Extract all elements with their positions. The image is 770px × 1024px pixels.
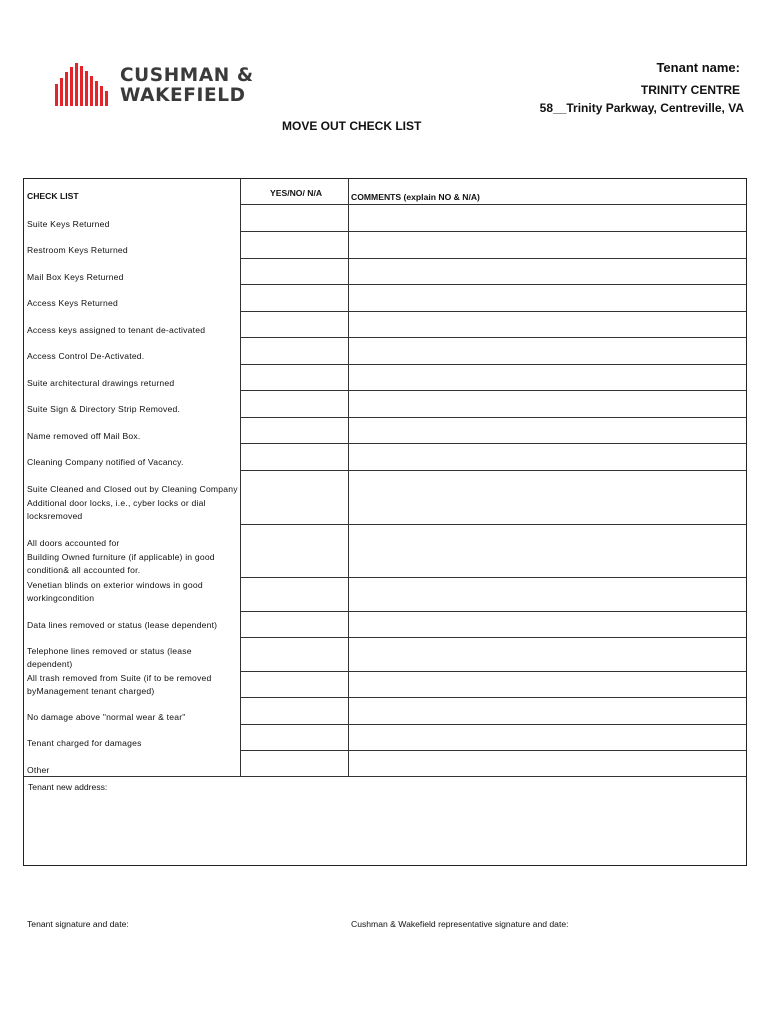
row-divider xyxy=(240,470,746,471)
representative-signature-label: Cushman & Wakefield representative signature and date: xyxy=(351,919,569,929)
row-divider xyxy=(240,724,746,725)
row-divider xyxy=(240,524,746,525)
tenant-signature-label: Tenant signature and date: xyxy=(27,919,129,929)
row-divider xyxy=(240,204,746,205)
checklist-item: Access keys assigned to tenant de-activated xyxy=(27,325,206,335)
checklist-item: Tenant charged for damages xyxy=(27,738,142,748)
row-divider xyxy=(240,390,746,391)
checklist-item: Cleaning Company notified of Vacancy. xyxy=(27,457,184,467)
checklist-item: Suite Sign & Directory Strip Removed. xyxy=(27,404,181,414)
row-divider xyxy=(240,284,746,285)
company-name-line1: CUSHMAN & xyxy=(120,65,254,86)
row-divider xyxy=(240,337,746,338)
tenant-name-label: Tenant name: xyxy=(656,60,740,75)
col-divider-2 xyxy=(348,179,349,776)
checklist-item: All trash removed from Suite (if to be removed byManagement tenant charged) xyxy=(27,673,212,696)
company-name xyxy=(120,66,254,106)
row-divider xyxy=(240,417,746,418)
row-divider xyxy=(240,231,746,232)
checklist-item: Suite Cleaned and Closed out by Cleaning Company xyxy=(27,484,238,494)
checklist-item: Mail Box Keys Returned xyxy=(27,272,124,282)
row-divider xyxy=(240,258,746,259)
column-header-checklist: CHECK LIST xyxy=(27,191,79,201)
company-name-line2: WAKEFIELD xyxy=(120,85,246,106)
checklist-item: All doors accounted for xyxy=(27,538,120,548)
building-bars-icon xyxy=(55,62,111,106)
row-divider xyxy=(240,364,746,365)
checklist-item: No damage above "normal wear & tear" xyxy=(27,712,186,722)
company-logo xyxy=(55,62,255,106)
checklist-table xyxy=(23,178,747,866)
checklist-item: Other xyxy=(27,765,50,775)
property-address: 58__Trinity Parkway, Centreville, VA xyxy=(539,101,744,115)
checklist-item: Restroom Keys Returned xyxy=(27,245,128,255)
checklist-item: Building Owned furniture (if applicable) in good condition& all accounted for. xyxy=(27,552,215,575)
checklist-item: Telephone lines removed or status (lease dependent) xyxy=(27,646,192,669)
row-divider xyxy=(240,697,746,698)
checklist-item: Access Control De-Activated. xyxy=(27,351,145,361)
row-divider xyxy=(240,443,746,444)
tenant-new-address-label: Tenant new address: xyxy=(28,782,108,792)
checklist-item: Suite Keys Returned xyxy=(27,219,110,229)
row-divider xyxy=(240,671,746,672)
row-divider xyxy=(240,311,746,312)
row-divider xyxy=(240,611,746,612)
row-divider xyxy=(240,637,746,638)
checklist-item: Access Keys Returned xyxy=(27,298,118,308)
column-header-yes-no: YES/NO/ N/A xyxy=(270,188,323,198)
checklist-item: Data lines removed or status (lease dependent) xyxy=(27,620,218,630)
page-title: MOVE OUT CHECK LIST xyxy=(282,119,422,133)
checklist-item: Suite architectural drawings returned xyxy=(27,378,175,388)
row-divider xyxy=(240,750,746,751)
property-name: TRINITY CENTRE xyxy=(640,83,740,97)
checklist-item: Name removed off Mail Box. xyxy=(27,431,141,441)
checklist-item: Additional door locks, i.e., cyber locks or dial locksremoved xyxy=(27,498,206,521)
checklist-item: Venetian blinds on exterior windows in good workingcondition xyxy=(27,580,203,603)
column-header-comments: COMMENTS (explain NO & N/A) xyxy=(351,192,480,202)
row-divider xyxy=(240,577,746,578)
col-divider-1 xyxy=(240,179,241,776)
